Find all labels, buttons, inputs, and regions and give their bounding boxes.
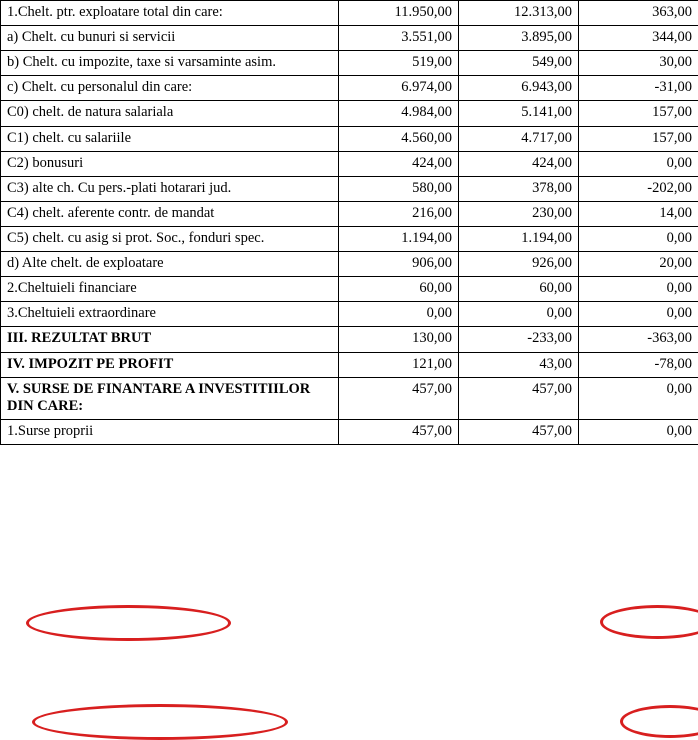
row-value-1: 216,00: [339, 201, 459, 226]
row-value-2: 43,00: [459, 352, 579, 377]
ellipse-c4-value-icon: [620, 705, 698, 738]
row-value-3: 363,00: [579, 1, 698, 26]
row-value-1: 130,00: [339, 327, 459, 352]
row-value-1: 0,00: [339, 302, 459, 327]
ellipse-c1-value-icon: [600, 605, 698, 639]
row-label: c) Chelt. cu personalul din care:: [1, 76, 339, 101]
row-label: C4) chelt. aferente contr. de mandat: [1, 201, 339, 226]
table-row: [1, 419, 698, 444]
row-value-2: 6.943,00: [459, 76, 579, 101]
row-value-3: 0,00: [579, 302, 698, 327]
row-value-3: 20,00: [579, 252, 698, 277]
row-value-1: 6.974,00: [339, 76, 459, 101]
table-row: [1, 76, 698, 101]
table-row: [1, 176, 698, 201]
row-value-2: 1.194,00: [459, 226, 579, 251]
row-value-1: 4.984,00: [339, 101, 459, 126]
row-value-1: 906,00: [339, 252, 459, 277]
row-label: C3) alte ch. Cu pers.-plati hotarari jud.: [1, 176, 339, 201]
row-label: IV. IMPOZIT PE PROFIT: [1, 352, 339, 377]
row-value-1: 457,00: [339, 377, 459, 419]
row-value-3: 157,00: [579, 126, 698, 151]
row-value-1: 4.560,00: [339, 126, 459, 151]
table-row: [1, 51, 698, 76]
row-label: C2) bonusuri: [1, 151, 339, 176]
row-value-2: 3.895,00: [459, 26, 579, 51]
row-label: a) Chelt. cu bunuri si servicii: [1, 26, 339, 51]
row-label: C0) chelt. de natura salariala: [1, 101, 339, 126]
row-label: 1.Surse proprii: [1, 419, 339, 444]
table-row: [1, 277, 698, 302]
row-value-3: 0,00: [579, 377, 698, 419]
row-value-2: 378,00: [459, 176, 579, 201]
row-value-3: 0,00: [579, 226, 698, 251]
row-value-3: 157,00: [579, 101, 698, 126]
ellipse-c1-label-icon: [26, 605, 231, 641]
row-value-1: 424,00: [339, 151, 459, 176]
row-value-2: -233,00: [459, 327, 579, 352]
row-value-3: 344,00: [579, 26, 698, 51]
row-label: C1) chelt. cu salariile: [1, 126, 339, 151]
table-row-c1: [1, 126, 698, 151]
row-value-2: 549,00: [459, 51, 579, 76]
row-value-3: 14,00: [579, 201, 698, 226]
row-value-1: 1.194,00: [339, 226, 459, 251]
table-row: [1, 26, 698, 51]
table-row-impozit-profit: [1, 352, 698, 377]
row-value-2: 457,00: [459, 377, 579, 419]
table-row: [1, 252, 698, 277]
row-label: 3.Cheltuieli extraordinare: [1, 302, 339, 327]
ellipse-c4-label-icon: [32, 704, 288, 740]
row-value-1: 519,00: [339, 51, 459, 76]
row-value-3: 0,00: [579, 277, 698, 302]
row-label: 2.Cheltuieli financiare: [1, 277, 339, 302]
row-label: 1.Chelt. ptr. exploatare total din care:: [1, 1, 339, 26]
table-row: [1, 226, 698, 251]
row-value-1: 60,00: [339, 277, 459, 302]
table-row: [1, 101, 698, 126]
row-value-1: 11.950,00: [339, 1, 459, 26]
row-label: C5) chelt. cu asig si prot. Soc., fonduri spec.: [1, 226, 339, 251]
row-label: III. REZULTAT BRUT: [1, 327, 339, 352]
row-value-2: 60,00: [459, 277, 579, 302]
row-label: d) Alte chelt. de exploatare: [1, 252, 339, 277]
table-row: [1, 1, 698, 26]
row-value-2: 230,00: [459, 201, 579, 226]
table-row-c4: [1, 201, 698, 226]
table-row-surse-finantare: [1, 377, 698, 419]
row-value-2: 4.717,00: [459, 126, 579, 151]
row-value-2: 12.313,00: [459, 1, 579, 26]
row-value-2: 424,00: [459, 151, 579, 176]
row-value-3: -31,00: [579, 76, 698, 101]
row-value-3: -78,00: [579, 352, 698, 377]
row-value-3: 30,00: [579, 51, 698, 76]
row-value-3: -363,00: [579, 327, 698, 352]
table-row: [1, 151, 698, 176]
row-value-2: 457,00: [459, 419, 579, 444]
row-value-2: 5.141,00: [459, 101, 579, 126]
table-row-rezultat-brut: [1, 327, 698, 352]
row-value-1: 121,00: [339, 352, 459, 377]
row-label: b) Chelt. cu impozite, taxe si varsaminte asim.: [1, 51, 339, 76]
row-value-3: 0,00: [579, 151, 698, 176]
table-body: [1, 1, 698, 445]
table-row: [1, 302, 698, 327]
row-value-3: -202,00: [579, 176, 698, 201]
row-value-3: 0,00: [579, 419, 698, 444]
row-value-2: 0,00: [459, 302, 579, 327]
row-label: V. SURSE DE FINANTARE A INVESTITIILOR DIN CARE:: [1, 377, 339, 419]
row-value-1: 3.551,00: [339, 26, 459, 51]
row-value-2: 926,00: [459, 252, 579, 277]
row-value-1: 580,00: [339, 176, 459, 201]
row-value-1: 457,00: [339, 419, 459, 444]
